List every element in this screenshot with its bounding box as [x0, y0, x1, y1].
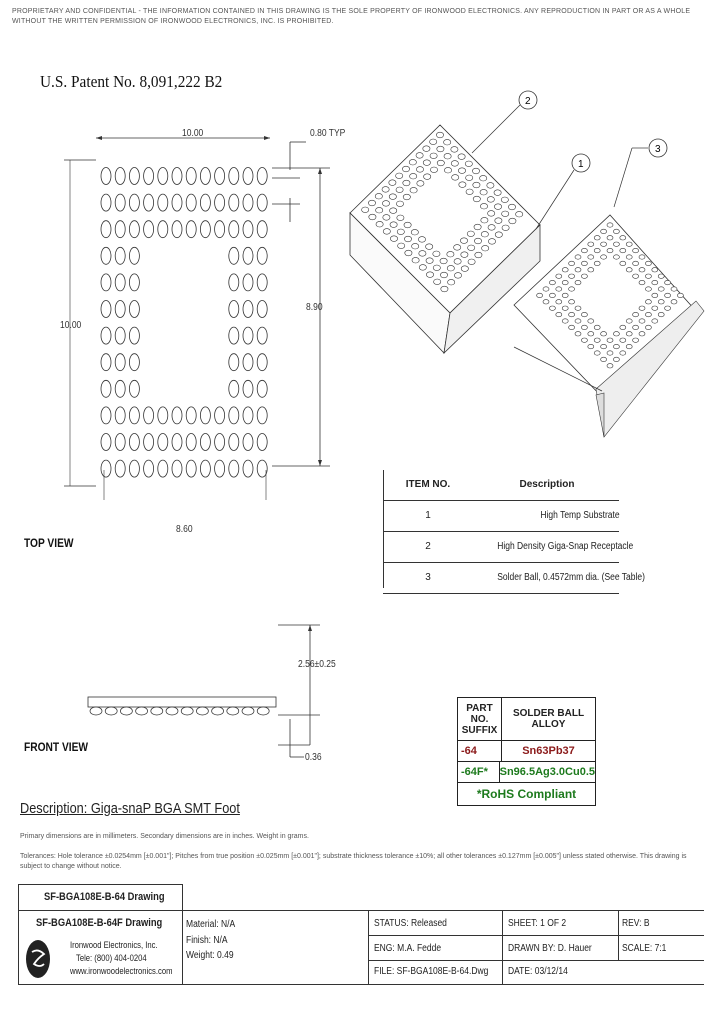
front-solder-balls: [90, 707, 269, 715]
weight: Weight: 0.49: [186, 950, 234, 961]
front-view-label: FRONT VIEW: [24, 740, 89, 754]
alloy-composition: Sn63Pb37: [522, 745, 575, 757]
proprietary-notice-line2: WITHOUT THE WRITTEN PERMISSION OF IRONWOOD ELECTRONICS, INC. IS PROHIBITED.: [12, 18, 334, 25]
patent-number: U.S. Patent No. 8,091,222 B2: [40, 72, 223, 91]
front-view-drawing: [80, 615, 340, 775]
top-view-label: TOP VIEW: [24, 536, 74, 550]
sheet: SHEET: 1 OF 2: [508, 918, 567, 929]
item-table: [383, 470, 645, 594]
isometric-views: [340, 85, 720, 455]
scale: SCALE: 7:1: [622, 943, 667, 954]
file-name: FILE: SF-BGA108E-B-64.Dwg: [374, 966, 489, 977]
company-phone: Tele: (800) 404-0204: [76, 953, 147, 963]
item-desc: Solder Ball, 0.4572mm dia. (See Table): [497, 572, 645, 583]
finish: Finish: N/A: [186, 935, 228, 946]
drawn-by: DRAWN BY: D. Hauer: [508, 943, 592, 954]
drawing-title-64: SF-BGA108E-B-64 Drawing: [44, 891, 165, 903]
engineer: ENG: M.A. Fedde: [374, 943, 442, 954]
dim-height-right: 8.90: [306, 302, 323, 313]
alloy-row: [458, 762, 595, 783]
alloy-suffix: -64: [458, 741, 502, 761]
company-website[interactable]: www.ironwoodelectronics.com: [70, 966, 173, 976]
alloy-composition: Sn96.5Ag3.0Cu0.5: [499, 766, 595, 778]
callout-3-label: 3: [655, 144, 661, 155]
header-part-suffix: PART NO. SUFFIX: [458, 698, 502, 740]
date: DATE: 03/12/14: [508, 966, 568, 977]
rohs-note: *RoHS Compliant: [476, 787, 577, 801]
callout-1-label: 1: [578, 159, 584, 170]
status: STATUS: Released: [374, 918, 447, 929]
header-item-no: ITEM NO.: [405, 479, 451, 490]
dim-width-bottom: 8.60: [176, 524, 193, 535]
item-no: 3: [425, 572, 431, 583]
dim-width-top: 10.00: [182, 128, 204, 139]
dim-ball-height: 0.36: [305, 752, 322, 763]
item-no: 2: [425, 541, 431, 552]
alloy-suffix: -64F*: [458, 762, 500, 782]
proprietary-notice-line1: PROPRIETARY AND CONFIDENTIAL - THE INFORMATION CONTAINED IN THIS DRAWING IS THE SOLE PROPERTY OF IRONWOOD ELECTRONICS. ANY REPRODUCTION IN PART OR AS A WHOLE: [12, 8, 691, 15]
company-logo-icon: [24, 938, 52, 980]
revision: REV: B: [622, 918, 650, 929]
alloy-row: [458, 741, 595, 762]
item-desc: High Temp Substrate: [540, 510, 620, 521]
company-name: Ironwood Electronics, Inc.: [70, 940, 158, 950]
tolerance-note: Tolerances: Hole tolerance ±0.0254mm [±0.001"]; Pitches from true position ±0.025mm [±0.001"]; substrate thickness tolerance ±10%; all other tolerances ±0.127mm [±0.005"] unless stated otherwise. This drawing is subject to change without notice.: [20, 853, 687, 870]
drawing-title-64f: SF-BGA108E-B-64F Drawing: [36, 917, 163, 929]
units-note: Primary dimensions are in millimeters. Secondary dimensions are in inches. Weight in grams.: [20, 833, 309, 840]
item-row: [383, 532, 634, 563]
dim-height-left: 10.00: [60, 320, 82, 331]
callout-2-label: 2: [525, 96, 531, 107]
ball-grid: [101, 168, 267, 478]
dim-pitch: 0.80 TYP: [310, 128, 346, 139]
item-table-header: [383, 470, 619, 501]
solder-alloy-table: [457, 697, 596, 806]
header-solder-alloy: SOLDER BALL ALLOY: [512, 708, 585, 730]
item-desc: High Density Giga-Snap Receptacle: [497, 541, 634, 552]
dim-front-height: 2.56±0.25: [298, 659, 336, 670]
item-row: [383, 501, 619, 532]
material: Material: N/A: [186, 919, 236, 930]
item-row: [383, 563, 645, 594]
alloy-table-header: [458, 698, 595, 741]
item-no: 1: [425, 510, 431, 521]
description-title: Description: Giga-snaP BGA SMT Foot: [20, 800, 240, 817]
header-description: Description: [519, 479, 575, 490]
